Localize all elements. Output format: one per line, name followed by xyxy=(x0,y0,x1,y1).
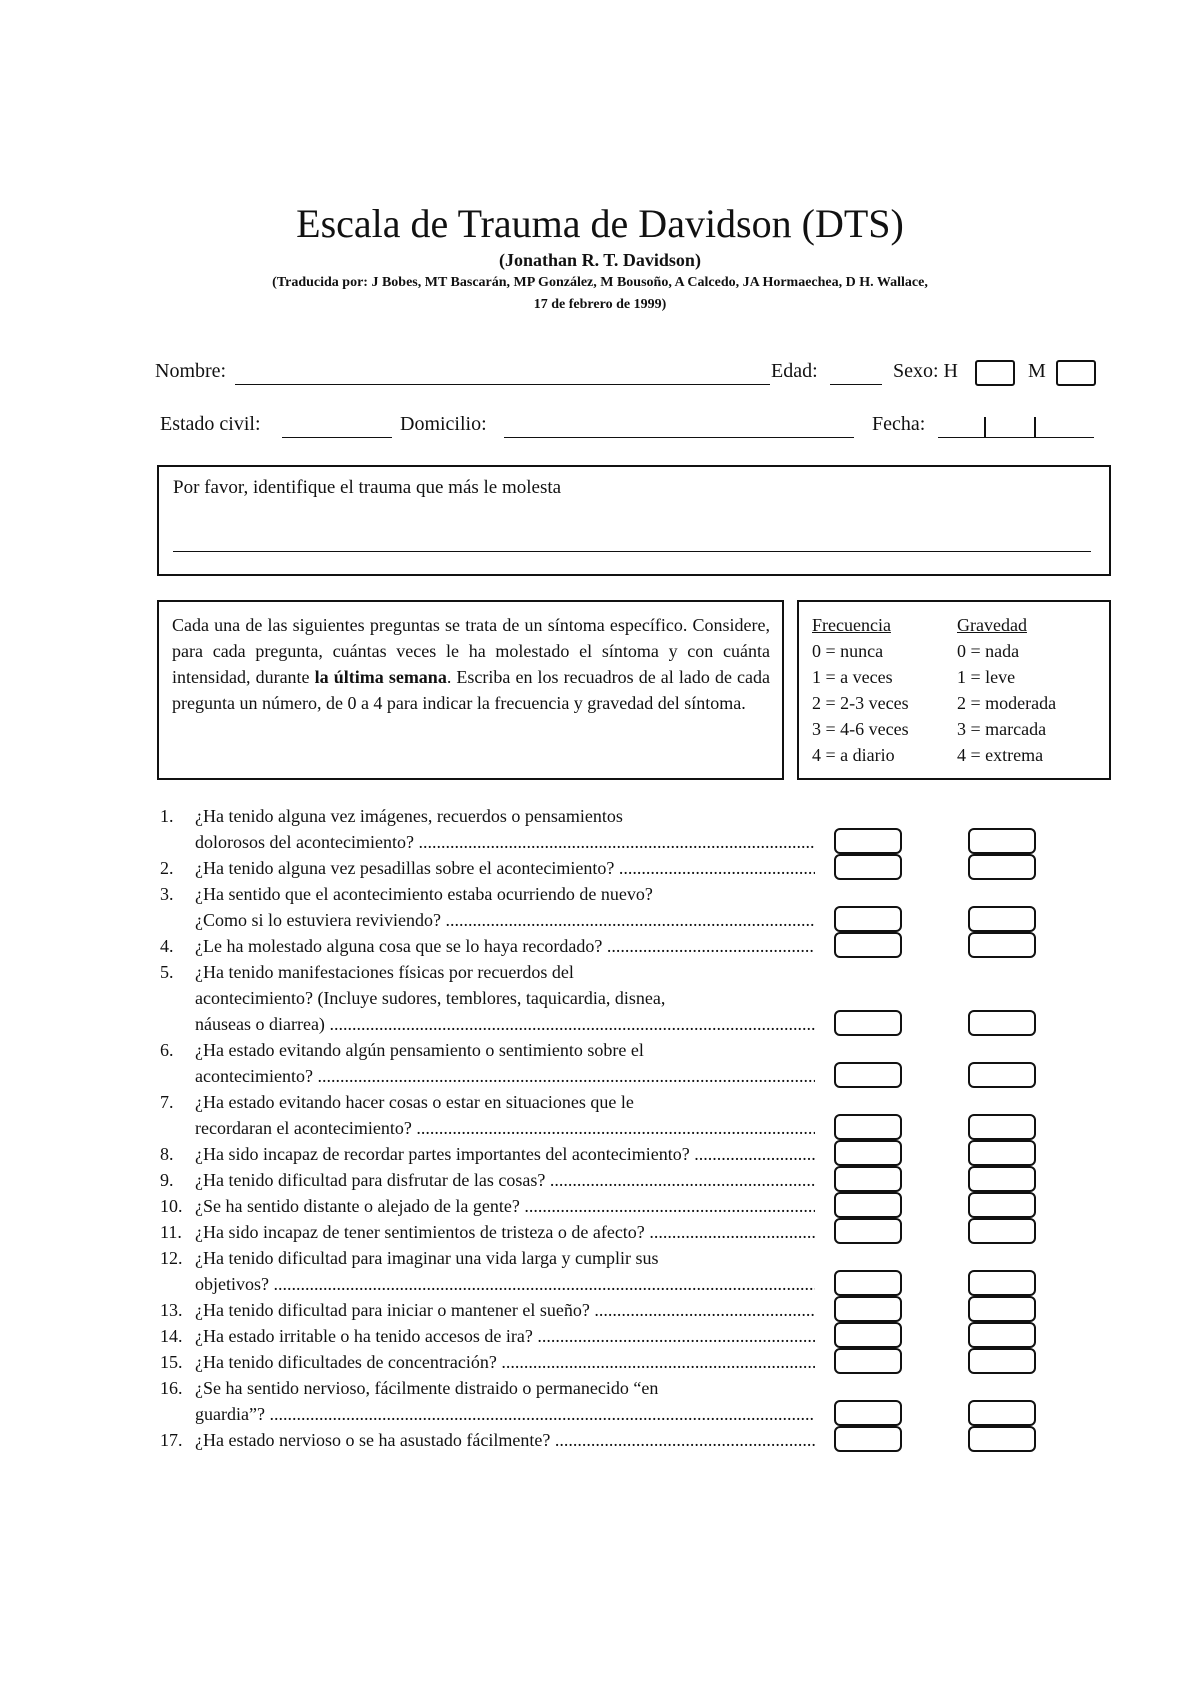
fecha-field[interactable] xyxy=(938,415,1094,439)
frecuencia-box[interactable] xyxy=(834,1140,902,1166)
translation-line-2: 17 de febrero de 1999) xyxy=(533,297,667,312)
question-text: ¿Ha tenido dificultad para disfrutar de las cosas? ..... xyxy=(195,1167,815,1193)
frecuencia-item: 0 = nunca xyxy=(812,641,884,661)
gravedad-box[interactable] xyxy=(968,1140,1036,1166)
gravedad-box[interactable] xyxy=(968,1322,1036,1348)
question-text: ¿Ha tenido dificultad para iniciar o mantener el sueño? ..... xyxy=(195,1297,815,1323)
question-item xyxy=(160,1037,820,1089)
translation-credits xyxy=(0,272,1200,316)
question-item xyxy=(160,1219,820,1245)
frecuencia-box[interactable] xyxy=(834,1010,902,1036)
question-number: 6. xyxy=(160,1040,174,1060)
gravedad-box[interactable] xyxy=(968,1166,1036,1192)
question-text: ¿Ha sido incapaz de recordar partes importantes del acontecimiento? ..... xyxy=(195,1141,815,1167)
question-number: 8. xyxy=(160,1144,174,1164)
question-number: 5. xyxy=(160,962,174,982)
trauma-box xyxy=(157,465,1111,576)
question-number: 15. xyxy=(160,1352,183,1372)
estado-civil-label: Estado civil: xyxy=(160,413,261,435)
question-text: ¿Ha estado evitando hacer cosas o estar en situaciones que le recordaran el acontecimiento? ..... xyxy=(195,1089,815,1141)
question-number: 16. xyxy=(160,1378,183,1398)
sexo-h-checkbox[interactable] xyxy=(975,360,1015,386)
question-item xyxy=(160,803,820,855)
frecuencia-item: 4 = a diario xyxy=(812,745,895,765)
question-item xyxy=(160,1167,820,1193)
nombre-label: Nombre: xyxy=(155,360,227,382)
question-item xyxy=(160,1141,820,1167)
frecuencia-box[interactable] xyxy=(834,1348,902,1374)
question-item xyxy=(160,855,820,881)
question-item xyxy=(160,1323,820,1349)
frecuencia-box[interactable] xyxy=(834,1400,902,1426)
question-item xyxy=(160,959,820,1037)
frecuencia-box[interactable] xyxy=(834,906,902,932)
question-item xyxy=(160,933,820,959)
question-item xyxy=(160,1193,820,1219)
question-item xyxy=(160,1349,820,1375)
form-author: (Jonathan R. T. Davidson) xyxy=(499,250,701,270)
question-text: ¿Ha tenido alguna vez pesadillas sobre el acontecimiento? ..... xyxy=(195,855,815,881)
question-item xyxy=(160,881,820,933)
fecha-label: Fecha: xyxy=(872,413,926,435)
gravedad-box[interactable] xyxy=(968,1400,1036,1426)
question-number: 11. xyxy=(160,1222,182,1242)
translation-line-1: (Traducida por: J Bobes, MT Bascarán, MP González, M Bousoño, A Calcedo, JA Hormaechea, D H. Wallace, xyxy=(272,275,928,290)
question-text: ¿Ha estado nervioso o se ha asustado fácilmente? ..... xyxy=(195,1427,815,1453)
instructions-bold: la última semana xyxy=(314,667,447,687)
frecuencia-box[interactable] xyxy=(834,1270,902,1296)
frecuencia-item: 1 = a veces xyxy=(812,667,893,687)
frecuencia-box[interactable] xyxy=(834,828,902,854)
instructions-box xyxy=(157,600,784,780)
question-text: ¿Le ha molestado alguna cosa que se lo haya recordado? ..... xyxy=(195,933,815,959)
gravedad-item: 4 = extrema xyxy=(957,745,1044,765)
frecuencia-box[interactable] xyxy=(834,1166,902,1192)
question-text: ¿Se ha sentido nervioso, fácilmente distraido o permanecido “en guardia”? ..... xyxy=(195,1375,815,1427)
frecuencia-box[interactable] xyxy=(834,854,902,880)
question-number: 14. xyxy=(160,1326,183,1346)
question-text: ¿Ha estado evitando algún pensamiento o sentimiento sobre el acontecimiento? ..... xyxy=(195,1037,815,1089)
question-text: ¿Ha sentido que el acontecimiento estaba ocurriendo de nuevo? ¿Como si lo estuviera reviviendo? ..... xyxy=(195,881,815,933)
gravedad-header: Gravedad xyxy=(957,615,1027,635)
gravedad-box[interactable] xyxy=(968,932,1036,958)
trauma-prompt: Por favor, identifique el trauma que más le molesta xyxy=(173,477,562,498)
question-number: 17. xyxy=(160,1430,183,1450)
gravedad-box[interactable] xyxy=(968,1218,1036,1244)
gravedad-box[interactable] xyxy=(968,1062,1036,1088)
question-number: 2. xyxy=(160,858,174,878)
question-text: ¿Ha estado irritable o ha tenido accesos de ira? ..... xyxy=(195,1323,815,1349)
gravedad-item: 1 = leve xyxy=(957,667,1016,687)
frecuencia-box[interactable] xyxy=(834,1062,902,1088)
question-item xyxy=(160,1089,820,1141)
form-title: Escala de Trauma de Davidson (DTS) xyxy=(296,201,904,246)
instructions-text: Cada una de las siguientes preguntas se trata de un síntoma específico. Considere, para cada pregunta, cuántas veces le ha molestado el síntoma y con cuánta intensidad, durante la última semana. Escriba en los recuadros de al lado de cada pregunta un número, de 0 a 4 para indicar la frecuencia y gravedad del síntoma. xyxy=(172,615,770,713)
sexo-m-label: M xyxy=(1028,360,1046,382)
domicilio-label: Domicilio: xyxy=(400,413,487,435)
question-number: 1. xyxy=(160,806,174,826)
gravedad-box[interactable] xyxy=(968,1114,1036,1140)
question-item xyxy=(160,1245,820,1297)
frecuencia-box[interactable] xyxy=(834,1296,902,1322)
frecuencia-box[interactable] xyxy=(834,1426,902,1452)
question-number: 10. xyxy=(160,1196,183,1216)
question-number: 13. xyxy=(160,1300,183,1320)
gravedad-box[interactable] xyxy=(968,1348,1036,1374)
gravedad-box[interactable] xyxy=(968,1270,1036,1296)
frecuencia-box[interactable] xyxy=(834,1322,902,1348)
question-item xyxy=(160,1375,820,1427)
question-text: ¿Ha tenido manifestaciones físicas por recuerdos del acontecimiento? (Incluye sudores, temblores, taquicardia, disnea, náuseas o diarrea) ..... xyxy=(195,959,815,1037)
frecuencia-item: 3 = 4-6 veces xyxy=(812,719,909,739)
frecuencia-box[interactable] xyxy=(834,932,902,958)
question-text: ¿Ha tenido dificultades de concentración? ..... xyxy=(195,1349,815,1375)
question-number: 7. xyxy=(160,1092,174,1112)
nombre-field[interactable] xyxy=(235,384,770,385)
sexo-label: Sexo: H xyxy=(893,360,958,382)
gravedad-item: 2 = moderada xyxy=(957,693,1057,713)
frecuencia-item: 2 = 2-3 veces xyxy=(812,693,909,713)
gravedad-item: 0 = nada xyxy=(957,641,1020,661)
gravedad-box[interactable] xyxy=(968,1010,1036,1036)
gravedad-box[interactable] xyxy=(968,1426,1036,1452)
question-item xyxy=(160,1427,820,1453)
question-item xyxy=(160,1297,820,1323)
gravedad-box[interactable] xyxy=(968,906,1036,932)
frecuencia-box[interactable] xyxy=(834,1192,902,1218)
question-text: ¿Ha tenido dificultad para imaginar una vida larga y cumplir sus objetivos? ..... xyxy=(195,1245,815,1297)
gravedad-scale xyxy=(957,612,1056,768)
frecuencia-box[interactable] xyxy=(834,1114,902,1140)
question-text: ¿Ha sido incapaz de tener sentimientos de tristeza o de afecto? ..... xyxy=(195,1219,815,1245)
question-text: ¿Se ha sentido distante o alejado de la gente? ..... xyxy=(195,1193,815,1219)
sexo-m-checkbox[interactable] xyxy=(1056,360,1096,386)
frecuencia-box[interactable] xyxy=(834,1218,902,1244)
estado-civil-field[interactable] xyxy=(282,437,392,438)
frecuencia-scale xyxy=(812,612,909,768)
question-number: 12. xyxy=(160,1248,183,1268)
question-number: 9. xyxy=(160,1170,174,1190)
gravedad-item: 3 = marcada xyxy=(957,719,1047,739)
gravedad-box[interactable] xyxy=(968,854,1036,880)
gravedad-box[interactable] xyxy=(968,1296,1036,1322)
edad-field[interactable] xyxy=(830,384,882,385)
gravedad-box[interactable] xyxy=(968,1192,1036,1218)
trauma-input-line[interactable] xyxy=(173,551,1091,552)
frecuencia-header: Frecuencia xyxy=(812,615,891,635)
scale-box xyxy=(797,600,1111,780)
domicilio-field[interactable] xyxy=(504,437,854,438)
edad-label: Edad: xyxy=(771,360,818,382)
gravedad-box[interactable] xyxy=(968,828,1036,854)
question-text: ¿Ha tenido alguna vez imágenes, recuerdos o pensamientos dolorosos del acontecimiento? ..... xyxy=(195,803,815,855)
question-number: 4. xyxy=(160,936,174,956)
question-number: 3. xyxy=(160,884,174,904)
